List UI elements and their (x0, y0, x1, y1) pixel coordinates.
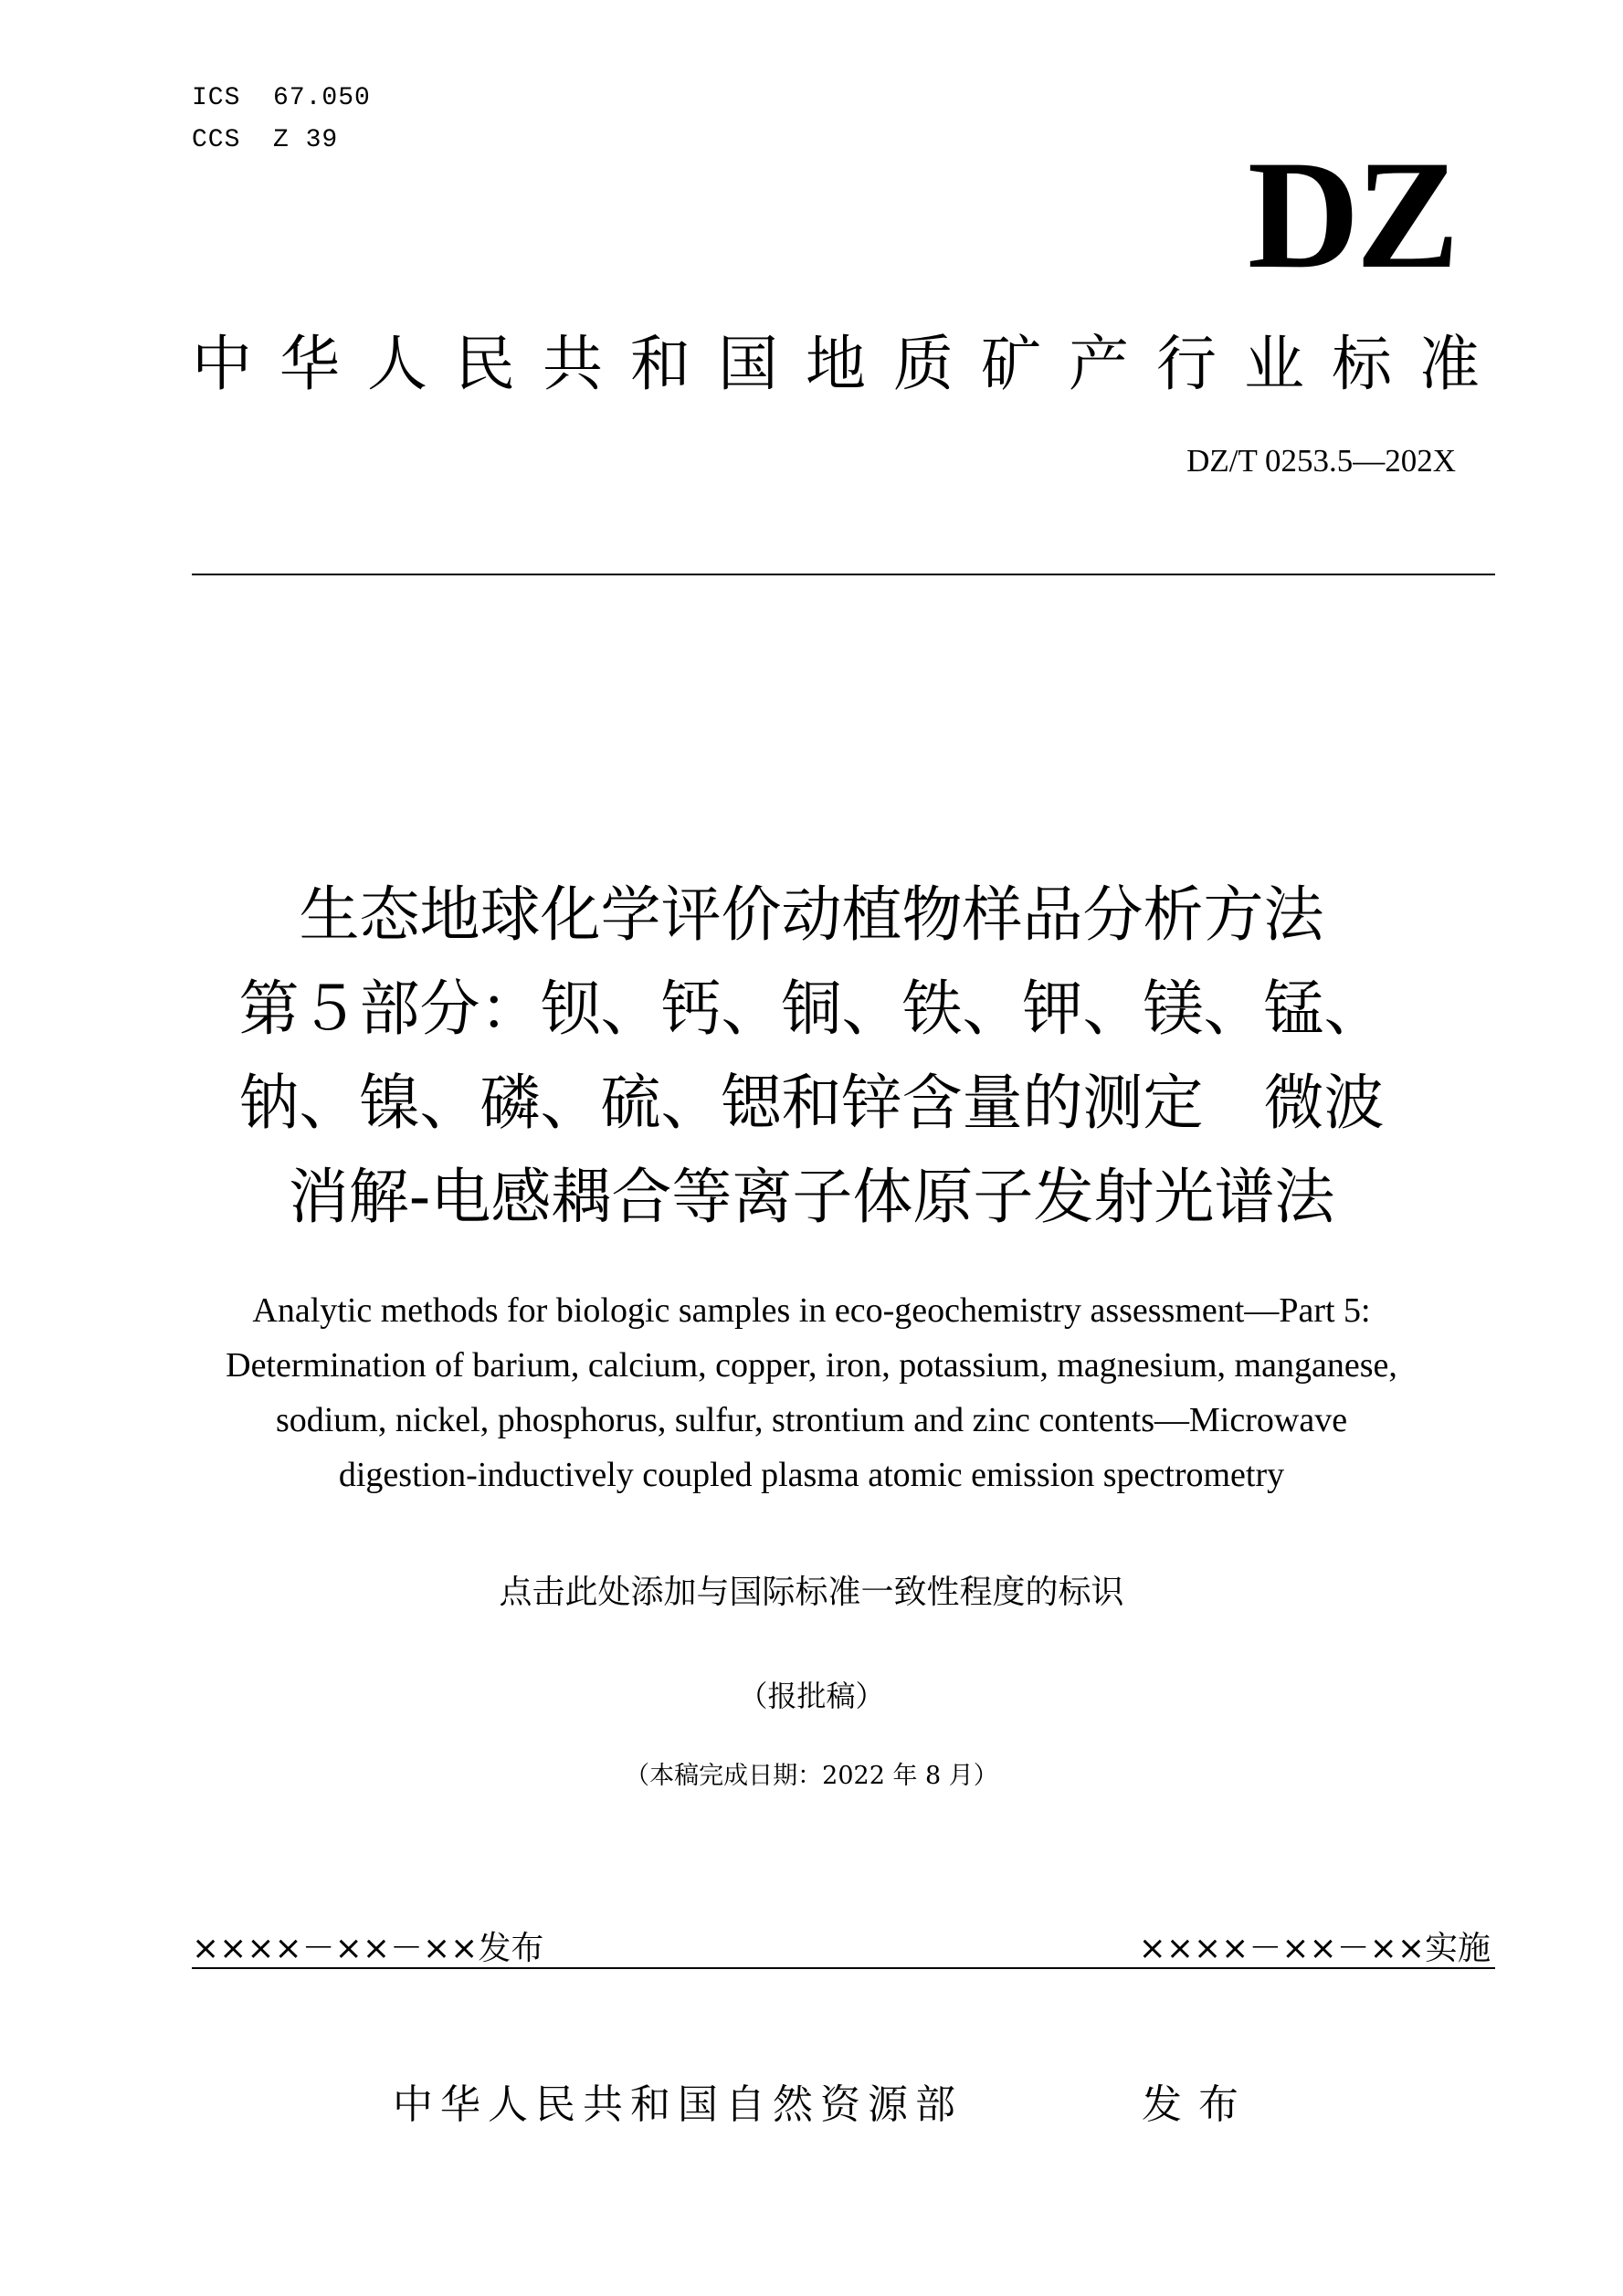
chinese-title-line: 生态地球化学评价动植物样品分析方法 (299, 879, 1324, 950)
top-divider (192, 574, 1495, 575)
implementation-date: ××××－××－××实施 (1138, 1930, 1491, 1967)
chinese-title-line: 第５部分：钡、钙、铜、铁、钾、镁、锰、 (238, 974, 1385, 1044)
english-title-line: digestion-inductively coupled plasma atomic emission spectrometry (338, 1456, 1285, 1494)
standard-category: 中华人民共和国地质矿产行业标准 (192, 329, 1507, 399)
english-title (137, 1283, 1486, 1502)
standard-number: DZ/T 0253.5—202X (1186, 443, 1456, 479)
dz-logo: DZ (1247, 129, 1456, 300)
issuing-authority: 中华人民共和国自然资源部 (393, 2081, 963, 2128)
ics-code: ICS 67.050 (192, 84, 371, 112)
draft-completion-date: （本稿完成日期：2022 年 8 月） (625, 1762, 998, 1790)
ccs-code: CCS Z 39 (192, 126, 339, 154)
chinese-title-line: 消解-电感耦合等离子体原子发射光谱法 (288, 1162, 1335, 1232)
draft-status: （报批稿） (738, 1679, 885, 1713)
consistency-placeholder[interactable]: 点击此处添加与国际标准一致性程度的标识 (499, 1574, 1124, 1611)
issue-label: 发布 (1142, 2081, 1255, 2128)
bottom-divider (192, 1967, 1495, 1969)
chinese-title-line: 钠、镍、磷、硫、锶和锌含量的测定 微波 (238, 1068, 1385, 1138)
chinese-title (110, 868, 1513, 1244)
english-title-line: Analytic methods for biologic samples in eco-geochemistry assessment—Part 5: (252, 1291, 1371, 1330)
english-title-line: Determination of barium, calcium, copper, iron, potassium, magnesium, manganese, (226, 1346, 1397, 1385)
issue-date: ××××－××－××发布 (192, 1930, 544, 1967)
english-title-line: sodium, nickel, phosphorus, sulfur, strontium and zinc contents—Microwave (275, 1401, 1348, 1439)
